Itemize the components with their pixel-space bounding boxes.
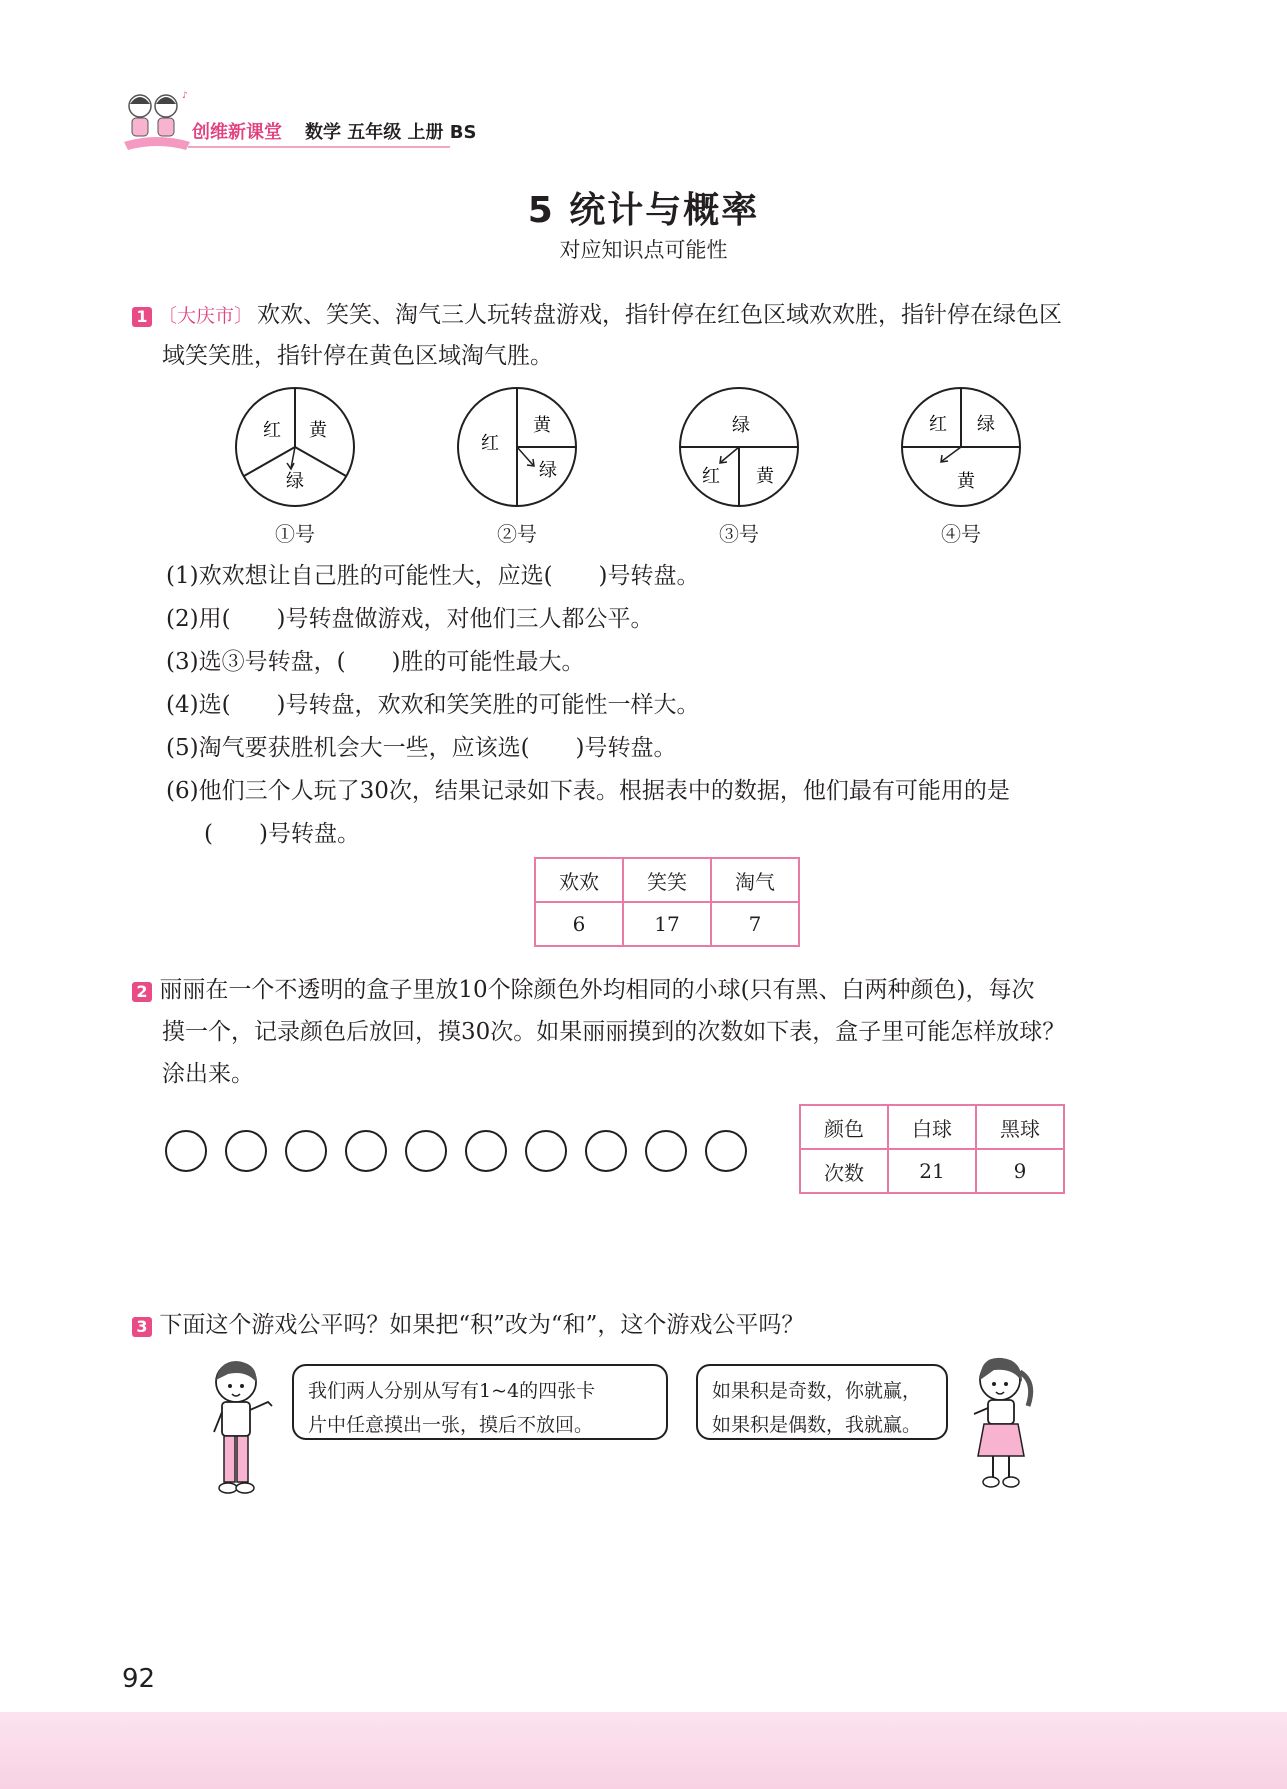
q3-number: 3 [132, 1317, 152, 1337]
spinner-4-label: ④号 [941, 522, 981, 546]
table-cell: 17 [623, 902, 711, 946]
ball-circle[interactable] [525, 1130, 567, 1172]
q1-sub-2: (2)用( )号转盘做游戏，对他们三人都公平。 [166, 606, 654, 632]
q1-sub-5: (5)淘气要获胜机会大一些，应该选( )号转盘。 [166, 735, 677, 761]
spinner-3-green: 绿 [732, 415, 750, 436]
header-rule [188, 146, 450, 148]
spinner-2 [456, 386, 578, 508]
brand-name: 创维新课堂 [192, 122, 282, 143]
table-header: 淘气 [711, 858, 799, 902]
q1-sub-4: (4)选( )号转盘，欢欢和笑笑胜的可能性一样大。 [166, 692, 700, 718]
page-number: 92 [122, 1664, 156, 1694]
boy-bubble-line2: 片中任意摸出一张，摸后不放回。 [308, 1414, 594, 1436]
spinner-1 [234, 386, 356, 508]
q1-sub-6: (6)他们三个人玩了30次，结果记录如下表。根据表中的数据，他们最有可能用的是 [166, 778, 1010, 804]
spinner-1-label: ①号 [275, 522, 315, 546]
q1-result-table [534, 857, 800, 947]
q2-text-line3: 涂出来。 [162, 1061, 254, 1087]
table-cell: 黑球 [976, 1105, 1064, 1149]
ball-circle[interactable] [645, 1130, 687, 1172]
table-header: 欢欢 [535, 858, 623, 902]
table-header: 笑笑 [623, 858, 711, 902]
q2-text-line2: 摸一个，记录颜色后放回，摸30次。如果丽丽摸到的次数如下表，盒子里可能怎样放球？ [162, 1019, 1066, 1045]
spinner-4-green: 绿 [977, 414, 995, 435]
table-cell: 白球 [888, 1105, 976, 1149]
spinner-4 [900, 386, 1022, 508]
svg-text:♪: ♪ [182, 91, 188, 101]
spinner-2-green: 绿 [539, 460, 557, 481]
q3-text: 下面这个游戏公平吗？如果把“积”改为“和”，这个游戏公平吗？ [159, 1312, 805, 1338]
spinner-4-red: 红 [929, 414, 947, 435]
spinner-3-red: 红 [702, 466, 720, 487]
boy-illustration [202, 1356, 282, 1500]
ball-circle[interactable] [465, 1130, 507, 1172]
table-cell: 21 [888, 1149, 976, 1193]
q1-sub-6-cont: ( )号转盘。 [204, 821, 360, 847]
ball-circle[interactable] [225, 1130, 267, 1172]
spinner-1-yellow: 黄 [309, 420, 327, 441]
ball-circle[interactable] [585, 1130, 627, 1172]
spinner-4-yellow: 黄 [957, 471, 975, 492]
subject-info: 数学 五年级 上册 BS [305, 122, 477, 143]
ball-circle[interactable] [345, 1130, 387, 1172]
ball-circle[interactable] [285, 1130, 327, 1172]
q2-number: 2 [132, 982, 152, 1002]
footer-band [0, 1712, 1287, 1789]
spinner-3-yellow: 黄 [756, 466, 774, 487]
q1-text-line1: 欢欢、笑笑、淘气三人玩转盘游戏，指针停在红色区域欢欢胜，指针停在绿色区 [257, 302, 1063, 328]
table-cell: 9 [976, 1149, 1064, 1193]
table-cell: 颜色 [800, 1105, 888, 1149]
ball-circle[interactable] [165, 1130, 207, 1172]
girl-speech-bubble [696, 1364, 948, 1440]
q1-number: 1 [132, 307, 152, 327]
chapter-title: 5 统计与概率 [527, 190, 760, 231]
q1-tag: 〔大庆市〕 [158, 305, 254, 327]
knowledge-point: 对应知识点可能性 [559, 238, 728, 262]
spinner-2-yellow: 黄 [533, 415, 551, 436]
mascot-logo [120, 88, 194, 154]
table-cell: 6 [535, 902, 623, 946]
ball-circle[interactable] [705, 1130, 747, 1172]
q1-line1 [132, 295, 1062, 336]
q2-result-table [799, 1104, 1065, 1194]
spinner-2-label: ②号 [497, 522, 537, 546]
spinner-3-label: ③号 [719, 522, 759, 546]
boy-speech-bubble [292, 1364, 668, 1440]
ball-circle[interactable] [405, 1130, 447, 1172]
q1-sub-1: (1)欢欢想让自己胜的可能性大，应选( )号转盘。 [166, 563, 700, 589]
boy-bubble-line1: 我们两人分别从写有1~4的四张卡 [308, 1380, 596, 1402]
spinner-1-green: 绿 [286, 471, 304, 492]
girl-bubble-line1: 如果积是奇数，你就赢， [712, 1380, 922, 1402]
q1-sub-3: (3)选③号转盘，( )胜的可能性最大。 [166, 649, 585, 675]
table-cell: 7 [711, 902, 799, 946]
girl-bubble-line2: 如果积是偶数，我就赢。 [712, 1414, 922, 1436]
q3-line [132, 1305, 804, 1345]
spinner-3 [678, 386, 800, 508]
spinner-1-red: 红 [263, 420, 281, 441]
q2-text-line1: 丽丽在一个不透明的盒子里放10个除颜色外均相同的小球(只有黑、白两种颜色)，每次 [159, 977, 1035, 1003]
table-cell: 次数 [800, 1149, 888, 1193]
q1-text-line2: 域笑笑胜，指针停在黄色区域淘气胜。 [162, 343, 553, 369]
girl-illustration [966, 1352, 1038, 1492]
q2-line1 [132, 970, 1035, 1010]
spinner-2-red: 红 [481, 433, 499, 454]
